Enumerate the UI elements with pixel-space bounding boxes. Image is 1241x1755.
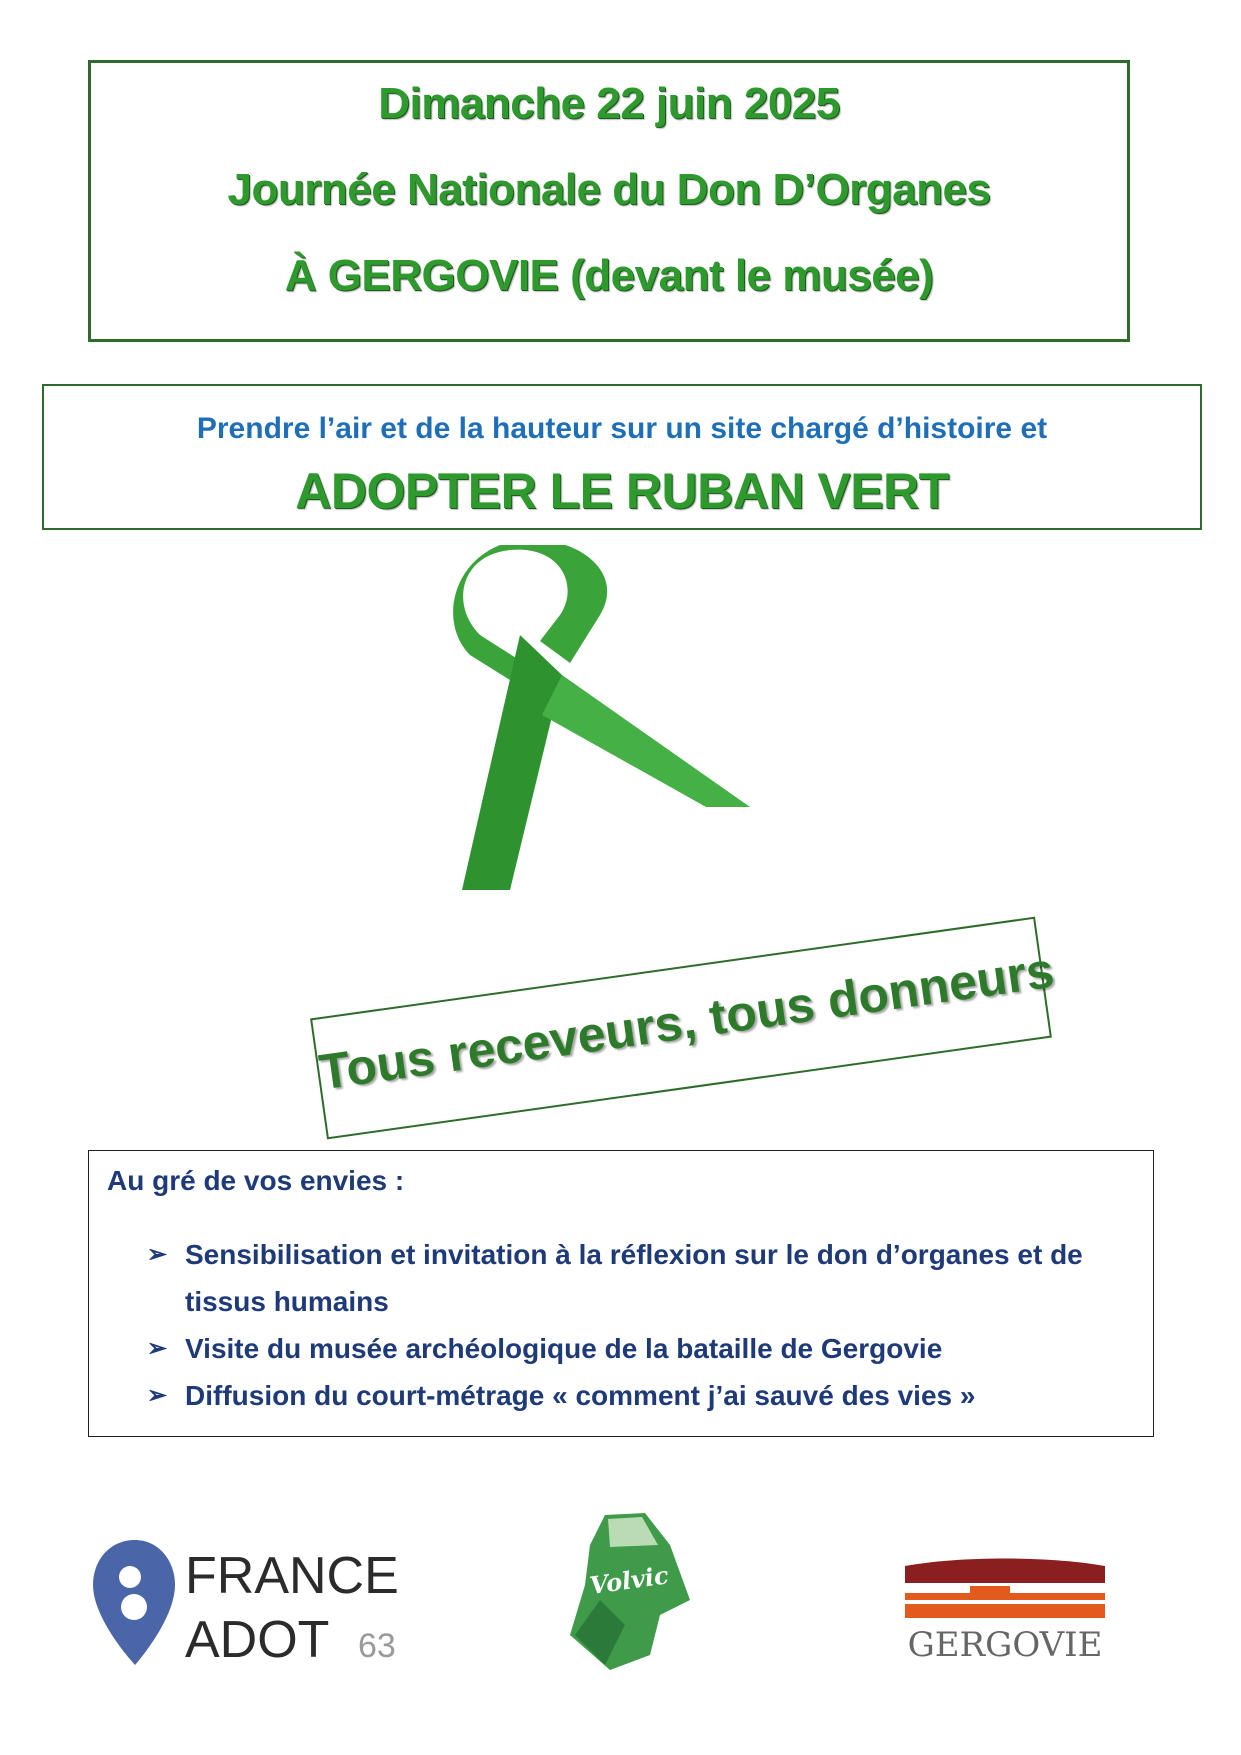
- slogan: Tous receveurs, tous donneurs: [315, 941, 1058, 1101]
- green-ribbon-icon: [450, 545, 850, 1015]
- call-to-action: ADOPTER LE RUBAN VERT: [295, 463, 949, 519]
- list-item: ➢ Sensibilisation et invitation à la réflexion sur le don d’organes et de tissus humains: [147, 1231, 1137, 1325]
- ribbon-left-tail: [462, 635, 562, 890]
- plateau-icon: [905, 1559, 1105, 1584]
- event-title: Journée Nationale du Don D’Organes: [227, 165, 991, 214]
- adot-line2: ADOT: [185, 1611, 330, 1669]
- tagline: Prendre l’air et de la hauteur sur un site chargé d’histoire et: [196, 412, 1048, 445]
- france-adot-logo: [90, 1535, 420, 1675]
- volvic-logo: [550, 1505, 700, 1675]
- header-box: [88, 60, 1130, 342]
- activities-list: [147, 1231, 1137, 1419]
- list-item: ➢ Diffusion du court-métrage « comment j’ai sauvé des vies »: [147, 1372, 1137, 1419]
- event-date: Dimanche 22 juin 2025: [378, 79, 840, 128]
- arrow-bullet-icon: ➢: [147, 1382, 168, 1409]
- tagline-box: [42, 384, 1202, 530]
- activities-box: [88, 1150, 1154, 1437]
- adot-line1: FRANCE: [185, 1547, 399, 1605]
- adot-number: 63: [358, 1627, 396, 1665]
- ribbon-right-tail: [542, 675, 750, 807]
- arrow-bullet-icon: ➢: [147, 1241, 168, 1268]
- activities-heading: Au gré de vos envies :: [107, 1165, 405, 1196]
- arrow-bullet-icon: ➢: [147, 1335, 168, 1362]
- gergovie-wordmark: GERGOVIE: [907, 1625, 1103, 1665]
- volvic-wordmark: Volvic: [587, 1560, 671, 1601]
- event-location: À GERGOVIE (devant le musée): [284, 251, 934, 300]
- list-item: ➢ Visite du musée archéologique de la bataille de Gergovie: [147, 1325, 1137, 1372]
- gergovie-logo: [900, 1538, 1110, 1668]
